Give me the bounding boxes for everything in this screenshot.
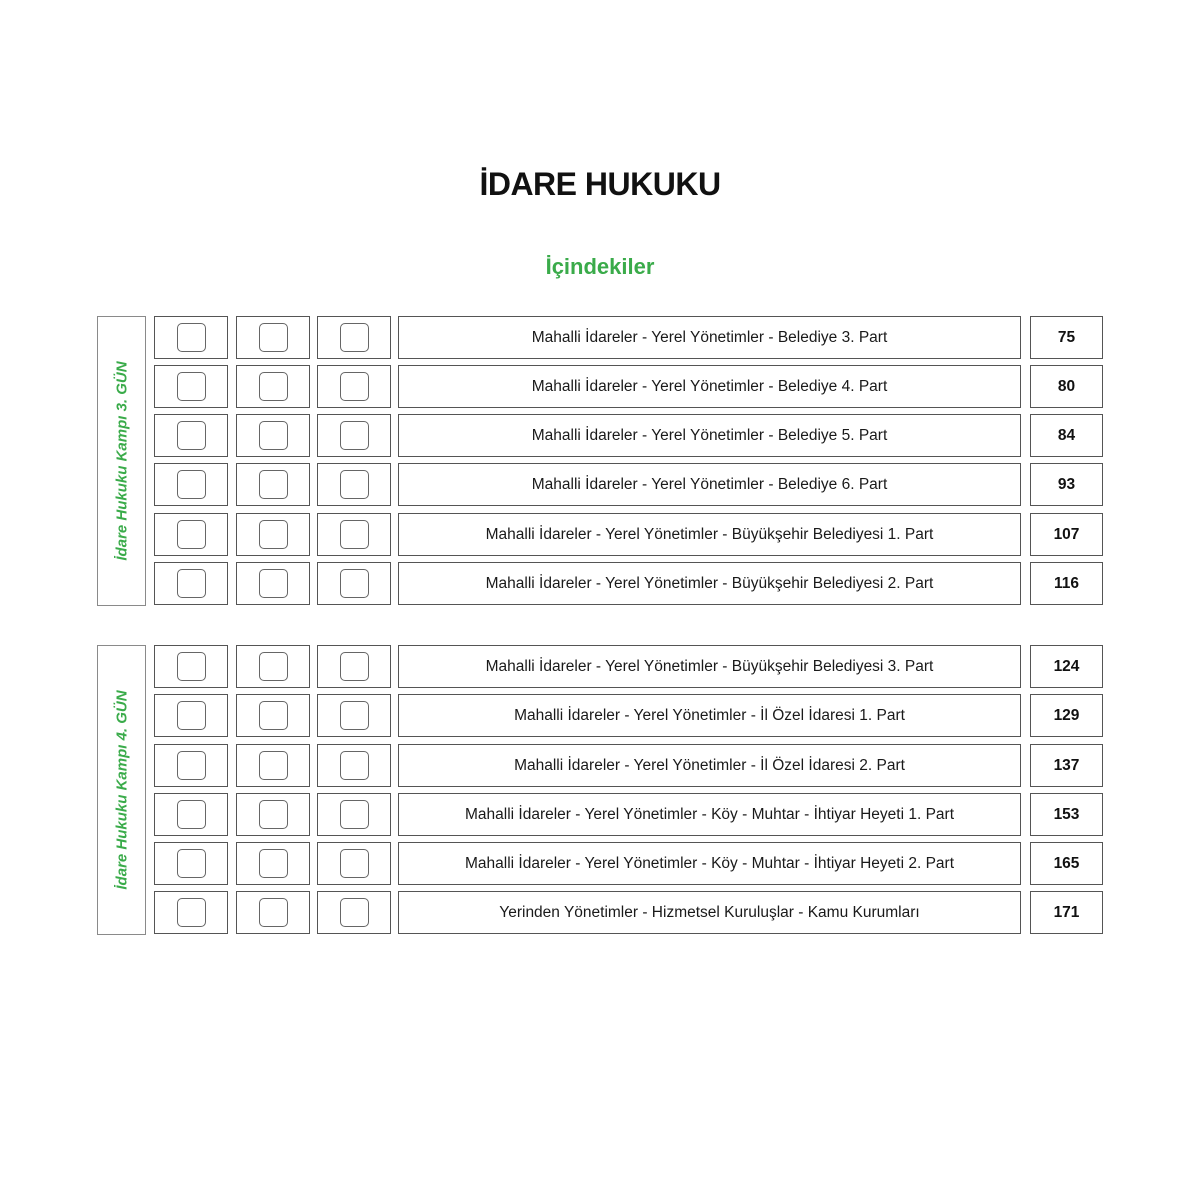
checkbox-1[interactable] [154, 842, 228, 885]
page-number: 107 [1030, 513, 1103, 556]
page-number: 153 [1030, 793, 1103, 836]
contents-heading: İçindekiler [545, 254, 655, 279]
checkbox-square[interactable] [177, 323, 206, 352]
checkbox-2[interactable] [236, 365, 310, 408]
topic-title: Mahalli İdareler - Yerel Yönetimler - Belediye 5. Part [398, 414, 1021, 457]
checkbox-3[interactable] [317, 365, 391, 408]
section-day-3 [97, 316, 1103, 606]
checkbox-2[interactable] [236, 891, 310, 934]
section-label: İdare Hukuku Kampı 4. GÜN [113, 690, 130, 890]
checkbox-square[interactable] [340, 652, 369, 681]
checkbox-2[interactable] [236, 463, 310, 506]
checkbox-1[interactable] [154, 891, 228, 934]
page-number: 124 [1030, 645, 1103, 688]
checkbox-square[interactable] [340, 751, 369, 780]
checkbox-square[interactable] [177, 470, 206, 499]
table-row [154, 562, 1103, 605]
checkbox-1[interactable] [154, 513, 228, 556]
section-label: İdare Hukuku Kampı 3. GÜN [113, 361, 130, 561]
checkbox-1[interactable] [154, 793, 228, 836]
checkbox-square[interactable] [340, 898, 369, 927]
checkbox-1[interactable] [154, 744, 228, 787]
table-row [154, 744, 1103, 787]
topic-title: Mahalli İdareler - Yerel Yönetimler - Köy - Muhtar - İhtiyar Heyeti 1. Part [398, 793, 1021, 836]
checkbox-square[interactable] [259, 701, 288, 730]
checkbox-3[interactable] [317, 744, 391, 787]
checkbox-square[interactable] [177, 701, 206, 730]
table-row [154, 793, 1103, 836]
page-number: 165 [1030, 842, 1103, 885]
topic-title: Mahalli İdareler - Yerel Yönetimler - Belediye 4. Part [398, 365, 1021, 408]
checkbox-3[interactable] [317, 694, 391, 737]
topic-title: Mahalli İdareler - Yerel Yönetimler - Belediye 3. Part [398, 316, 1021, 359]
table-row [154, 842, 1103, 885]
checkbox-square[interactable] [340, 701, 369, 730]
checkbox-square[interactable] [259, 421, 288, 450]
table-row [154, 414, 1103, 457]
page-title: İDARE HUKUKU [479, 166, 721, 202]
checkbox-2[interactable] [236, 793, 310, 836]
page-number: 80 [1030, 365, 1103, 408]
checkbox-square[interactable] [340, 421, 369, 450]
checkbox-2[interactable] [236, 316, 310, 359]
checkbox-square[interactable] [259, 652, 288, 681]
checkbox-square[interactable] [259, 520, 288, 549]
checkbox-1[interactable] [154, 562, 228, 605]
checkbox-3[interactable] [317, 463, 391, 506]
checkbox-1[interactable] [154, 694, 228, 737]
section-day-4 [97, 645, 1103, 935]
checkbox-3[interactable] [317, 316, 391, 359]
checkbox-1[interactable] [154, 316, 228, 359]
checkbox-1[interactable] [154, 414, 228, 457]
table-row [154, 513, 1103, 556]
checkbox-square[interactable] [340, 323, 369, 352]
table-row [154, 316, 1103, 359]
checkbox-square[interactable] [177, 849, 206, 878]
checkbox-3[interactable] [317, 414, 391, 457]
checkbox-1[interactable] [154, 645, 228, 688]
checkbox-square[interactable] [177, 372, 206, 401]
page-number: 129 [1030, 694, 1103, 737]
topic-title: Mahalli İdareler - Yerel Yönetimler - Belediye 6. Part [398, 463, 1021, 506]
checkbox-square[interactable] [259, 751, 288, 780]
checkbox-square[interactable] [259, 323, 288, 352]
checkbox-square[interactable] [259, 800, 288, 829]
checkbox-square[interactable] [177, 898, 206, 927]
topic-title: Yerinden Yönetimler - Hizmetsel Kuruluşlar - Kamu Kurumları [398, 891, 1021, 934]
checkbox-square[interactable] [259, 470, 288, 499]
table-row [154, 365, 1103, 408]
checkbox-2[interactable] [236, 694, 310, 737]
topic-title: Mahalli İdareler - Yerel Yönetimler - Köy - Muhtar - İhtiyar Heyeti 2. Part [398, 842, 1021, 885]
checkbox-3[interactable] [317, 793, 391, 836]
checkbox-2[interactable] [236, 842, 310, 885]
topic-title: Mahalli İdareler - Yerel Yönetimler - Büyükşehir Belediyesi 2. Part [398, 562, 1021, 605]
checkbox-square[interactable] [340, 569, 369, 598]
checkbox-1[interactable] [154, 365, 228, 408]
checkbox-square[interactable] [177, 652, 206, 681]
table-row [154, 645, 1103, 688]
topic-title: Mahalli İdareler - Yerel Yönetimler - Büyükşehir Belediyesi 3. Part [398, 645, 1021, 688]
checkbox-3[interactable] [317, 645, 391, 688]
table-row [154, 694, 1103, 737]
checkbox-square[interactable] [177, 800, 206, 829]
page-number: 116 [1030, 562, 1103, 605]
checkbox-square[interactable] [177, 751, 206, 780]
topic-title: Mahalli İdareler - Yerel Yönetimler - İl Özel İdaresi 2. Part [398, 744, 1021, 787]
checkbox-square[interactable] [340, 520, 369, 549]
checkbox-square[interactable] [177, 520, 206, 549]
checkbox-2[interactable] [236, 414, 310, 457]
checkbox-square[interactable] [259, 849, 288, 878]
checkbox-square[interactable] [259, 898, 288, 927]
page-number: 171 [1030, 891, 1103, 934]
checkbox-2[interactable] [236, 562, 310, 605]
checkbox-square[interactable] [259, 372, 288, 401]
checkbox-square[interactable] [340, 372, 369, 401]
checkbox-square[interactable] [259, 569, 288, 598]
topic-title: Mahalli İdareler - Yerel Yönetimler - Büyükşehir Belediyesi 1. Part [398, 513, 1021, 556]
page-number: 93 [1030, 463, 1103, 506]
table-row [154, 463, 1103, 506]
page-number: 137 [1030, 744, 1103, 787]
checkbox-square[interactable] [177, 421, 206, 450]
checkbox-2[interactable] [236, 645, 310, 688]
page-number: 84 [1030, 414, 1103, 457]
section-label-box [97, 645, 146, 935]
checkbox-square[interactable] [340, 849, 369, 878]
checkbox-square[interactable] [177, 569, 206, 598]
page-number: 75 [1030, 316, 1103, 359]
checkbox-3[interactable] [317, 842, 391, 885]
checkbox-3[interactable] [317, 513, 391, 556]
checkbox-2[interactable] [236, 744, 310, 787]
topic-title: Mahalli İdareler - Yerel Yönetimler - İl Özel İdaresi 1. Part [398, 694, 1021, 737]
checkbox-3[interactable] [317, 562, 391, 605]
checkbox-3[interactable] [317, 891, 391, 934]
checkbox-square[interactable] [340, 470, 369, 499]
checkbox-square[interactable] [340, 800, 369, 829]
table-row [154, 891, 1103, 934]
section-label-box [97, 316, 146, 606]
checkbox-1[interactable] [154, 463, 228, 506]
checkbox-2[interactable] [236, 513, 310, 556]
